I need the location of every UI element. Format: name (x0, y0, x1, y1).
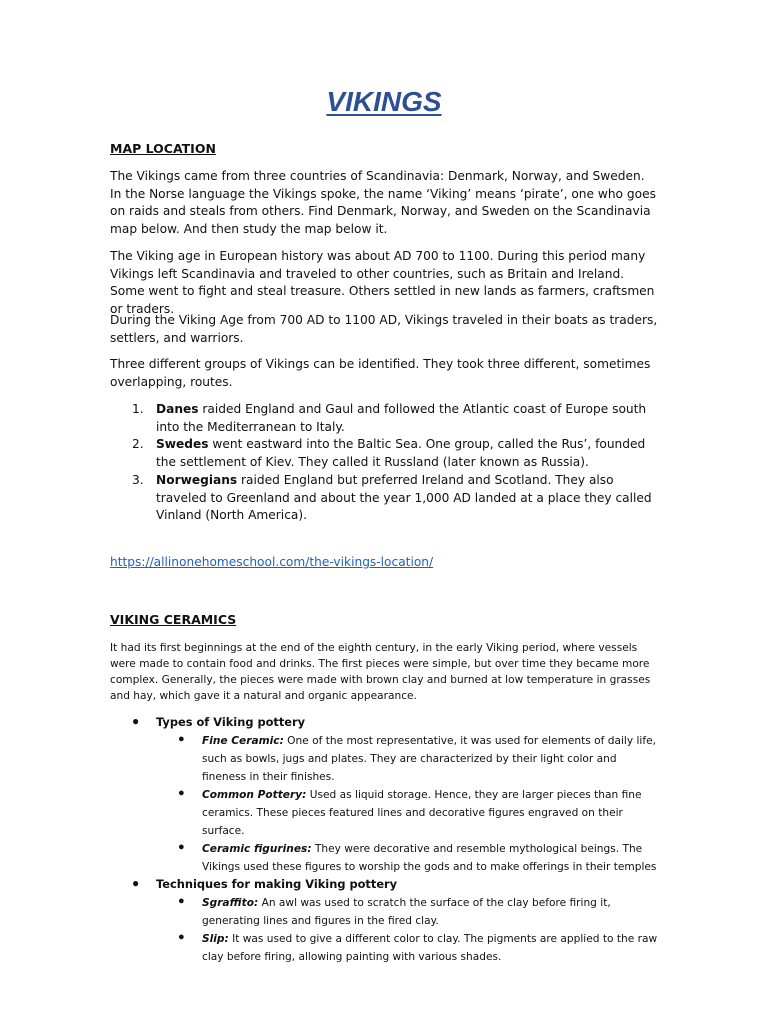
pottery-type-text: Used as liquid storage. Hence, they are larger pieces than fine ceramics. These pieces featured lines and decorative figures engraved on their surface. (202, 789, 642, 837)
pottery-type-term: Ceramic figurines: (202, 843, 312, 855)
ceramics-section (110, 611, 658, 629)
pottery-type-text: One of the most representative, it was used for elements of daily life, such as bowls, jugs and plates. They are characterized by their light color and fineness in their finishes. (202, 735, 656, 783)
list-item (110, 436, 658, 471)
group-text: raided England but preferred Ireland and Scotland. They also traveled to Greenland and about the year 1,000 AD landed at a place they called Vinland (North America). (156, 472, 652, 523)
bullet-icon: ● (178, 787, 185, 799)
bullet-icon: ● (178, 895, 185, 907)
list-item (110, 472, 658, 525)
pottery-type-term: Fine Ceramic: (202, 735, 284, 747)
bullet-icon: ● (178, 733, 185, 745)
map-paragraph-4: Three different groups of Vikings can be identified. They took three different, sometimes overlapping, routes. (110, 357, 651, 389)
group-name: Danes (156, 402, 199, 416)
document-title: VIKINGS (326, 86, 442, 117)
map-paragraph-1: The Vikings came from three countries of Scandinavia: Denmark, Norway, and Sweden. In the Norse language the Vikings spoke, the name ‘Viking’ means ‘pirate’, one who goes on raids and steals from others. Find Denmark, Norway, and Sweden on the Scandinavia map below. And then study the map below it. (110, 169, 656, 237)
source-link-wrap (110, 553, 658, 571)
map-paragraph-1-wrap (110, 168, 658, 239)
technique-text: An awl was used to scratch the surface of the clay before firing it, generating lines and figures in the fired clay. (202, 897, 611, 927)
source-link[interactable]: https://allinonehomeschool.com/the-vikings-location/ (110, 555, 434, 569)
group-name: Norwegians (156, 472, 238, 487)
map-paragraph-3: During the Viking Age from 700 AD to 1100 AD, Vikings traveled in their boats as traders, settlers, and warriors. (110, 313, 658, 345)
list-item (110, 401, 658, 436)
map-paragraph-3-wrap (110, 312, 658, 347)
viking-ceramics-heading: VIKING CERAMICS (110, 612, 237, 627)
group-text: went eastward into the Baltic Sea. One group, called the Rus’, founded the settlement of Kiev. They called it Russland (later known as Russia). (156, 437, 646, 470)
technique-term: Sgraffito: (202, 897, 259, 909)
group-text: raided England and Gaul and followed the Atlantic coast of Europe south into the Mediterranean to Italy. (156, 402, 647, 434)
bullet-icon: ● (132, 876, 140, 890)
list-number: 2. (132, 437, 144, 452)
list-item (156, 785, 658, 839)
viking-groups-list-wrap (110, 401, 658, 525)
ceramics-intro-wrap (110, 640, 658, 704)
list-item (156, 839, 658, 875)
list-item (156, 929, 658, 965)
ceramics-bullet-list (110, 713, 658, 965)
list-item (156, 893, 658, 929)
pottery-techniques-heading: Techniques for making Viking pottery (156, 877, 398, 891)
technique-term: Slip: (202, 933, 229, 945)
map-paragraph-2: The Viking age in European history was about AD 700 to 1100. During this period many Vikings left Scandinavia and traveled to other countries, such as Britain and Ireland. Some went to fight and steal treasure. Others settled in new lands as farmers, craftsmen or traders. (110, 249, 655, 317)
pottery-techniques-list (156, 893, 658, 965)
technique-text: It was used to give a different color to clay. The pigments are applied to the raw clay before firing, allowing painting with various shades. (202, 933, 658, 963)
viking-groups-list (110, 401, 658, 525)
group-name: Swedes (156, 437, 209, 452)
pottery-type-text: They were decorative and resemble mythological beings. The Vikings used these figures to worship the gods and to make offerings in their temples (202, 843, 657, 873)
list-item (156, 731, 658, 785)
pottery-types-list (156, 731, 658, 875)
list-number: 1. (132, 402, 144, 416)
map-paragraph-4-wrap (110, 356, 658, 391)
list-item (110, 713, 658, 875)
pottery-type-term: Common Pottery: (202, 789, 307, 801)
map-location-heading: MAP LOCATION (110, 141, 216, 156)
list-item (110, 875, 658, 965)
list-number: 3. (132, 472, 144, 487)
bullet-icon: ● (178, 841, 185, 853)
bullet-icon: ● (132, 714, 140, 728)
pottery-types-heading: Types of Viking pottery (156, 715, 306, 729)
ceramics-lists (110, 713, 658, 965)
ceramics-intro: It had its first beginnings at the end of the eighth century, in the early Viking period, where vessels were made to contain food and drinks. The first pieces were simple, but over time they became more complex. Generally, the pieces were made with brown clay and burned at low temperature in grasses and hay, which gave it a natural and organic appearance. (110, 642, 651, 702)
map-section (110, 140, 658, 158)
map-paragraph-2-wrap (110, 248, 658, 319)
bullet-icon: ● (178, 931, 185, 943)
